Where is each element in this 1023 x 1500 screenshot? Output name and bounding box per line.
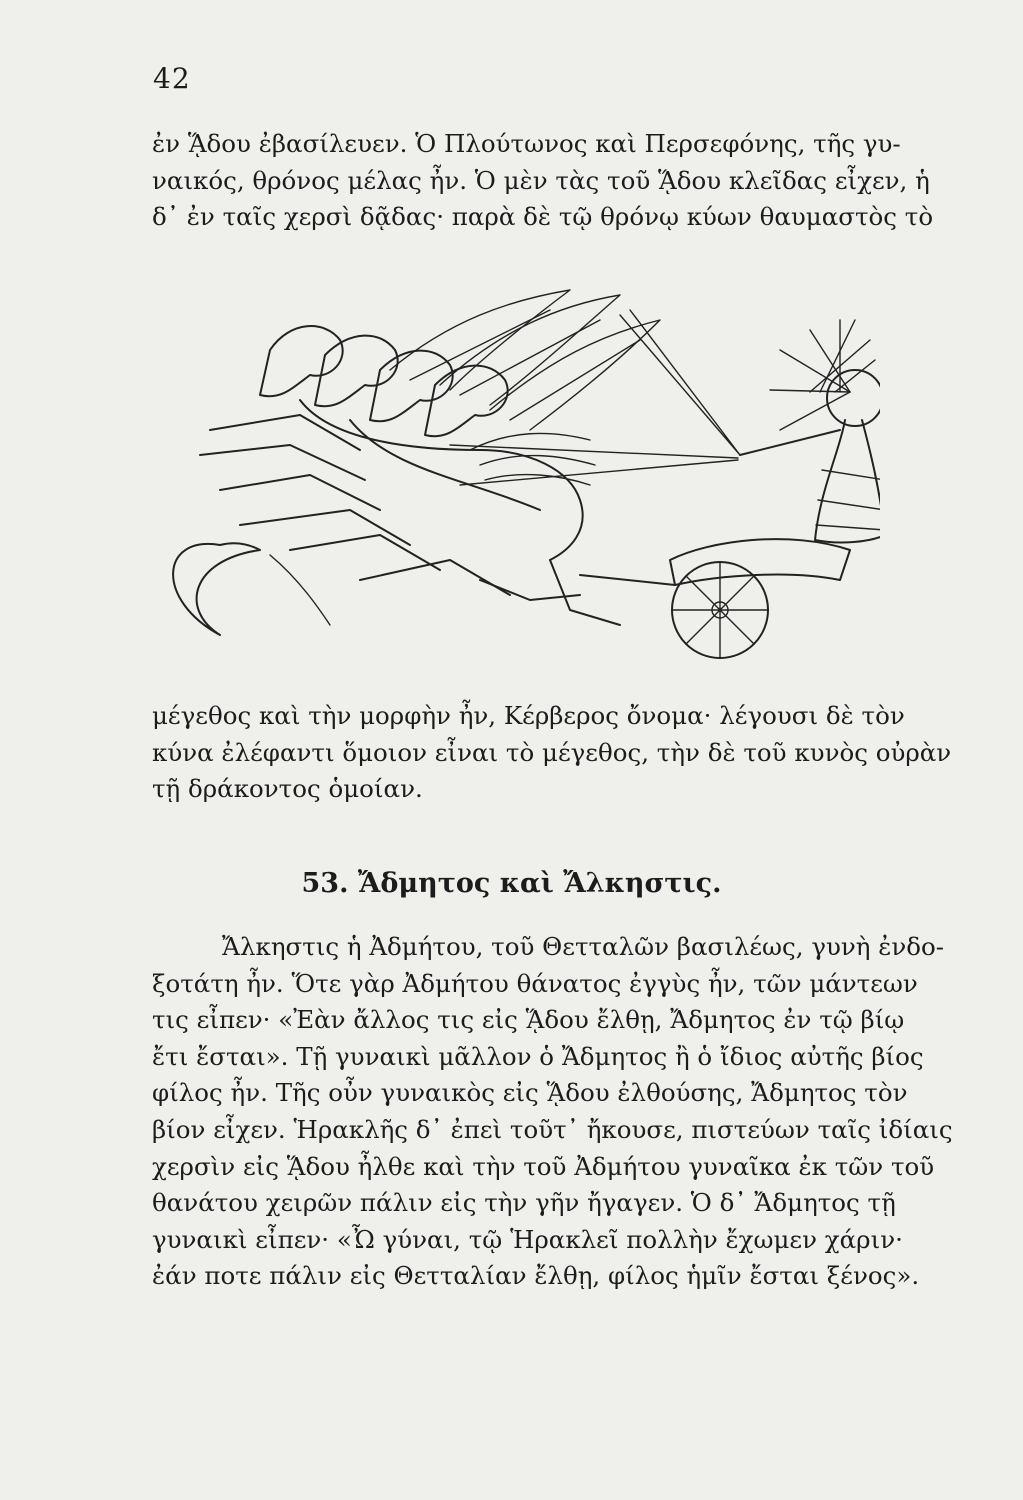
text-line: ἔτι ἔσται». Τῇ γυναικὶ μᾶλλον ὁ Ἄδμητος ἢ ὁ ἴδιος αὐτῆς βίος <box>152 1041 924 1071</box>
text-line: μέγεθος καὶ τὴν μορφὴν ἦν, Κέρβερος ὄνομα· λέγουσι δὲ τὸν <box>152 701 905 730</box>
top-paragraph <box>152 126 934 236</box>
text-line: θανάτου χειρῶν πάλιν εἰς τὴν γῆν ἤγαγεν. Ὁ δ᾽ Ἄδμητος τῇ <box>152 1188 896 1218</box>
continuation-paragraph <box>152 698 952 808</box>
chariot-of-helios-illustration <box>150 280 880 660</box>
text-line: ναικός, θρόνος μέλας ἦν. Ὁ μὲν τὰς τοῦ ᾍδου κλεῖδας εἶχεν, ἡ <box>152 165 930 195</box>
text-line: δ᾽ ἐν ταῖς χερσὶ δᾷδας· παρὰ δὲ τῷ θρόνῳ κύων θαυμαστὸς τὸ <box>152 202 934 232</box>
text-line: ξοτάτη ἦν. Ὅτε γὰρ Ἀδμήτου θάνατος ἐγγὺς ἦν, τῶν μάντεων <box>152 968 918 998</box>
text-line: τις εἶπεν· «Ἐὰν ἄλλος τις εἰς ᾍδου ἔλθῃ, Ἄδμητος ἐν τῷ βίῳ <box>152 1005 905 1035</box>
text-line: ἐν ᾍδου ἐβασίλευεν. Ὁ Πλούτωνος καὶ Περσεφόνης, τῆς γυ- <box>152 129 901 158</box>
text-line: Ἄλκηστις ἡ Ἀδμήτου, τοῦ Θετταλῶν βασιλέως, γυνὴ ἐνδο- <box>222 932 945 961</box>
text-line: φίλος ἦν. Τῆς οὖν γυναικὸς εἰς ᾍδου ἐλθούσης, Ἄδμητος τὸν <box>152 1078 908 1108</box>
text-line: βίον εἶχεν. Ἡρακλῆς δ᾽ ἐπεὶ τοῦτ᾽ ἤκουσε, πιστεύων ταῖς ἰδίαις <box>152 1114 953 1144</box>
text-line: γυναικὶ εἶπεν· «Ὦ γύναι, τῷ Ἡρακλεῖ πολλὴν ἔχωμεν χάριν· <box>152 1224 903 1254</box>
text-line: χερσὶν εἰς ᾍδου ἦλθε καὶ τὴν τοῦ Ἀδμήτου γυναῖκα ἐκ τῶν τοῦ <box>152 1151 935 1181</box>
page-number: 42 <box>153 62 191 95</box>
section-title: 53. Ἄδμητος καὶ Ἄλκηστις. <box>301 868 722 899</box>
text-line: τῇ δράκοντος ὁμοίαν. <box>152 774 423 804</box>
story-paragraph <box>152 929 953 1295</box>
text-line: κύνα ἐλέφαντι ὅμοιον εἶναι τὸ μέγεθος, τὴν δὲ τοῦ κυνὸς οὐρὰν <box>152 737 952 767</box>
text-line: ἐάν ποτε πάλιν εἰς Θετταλίαν ἔλθῃ, φίλος ἡμῖν ἔσται ξένος». <box>152 1261 920 1291</box>
